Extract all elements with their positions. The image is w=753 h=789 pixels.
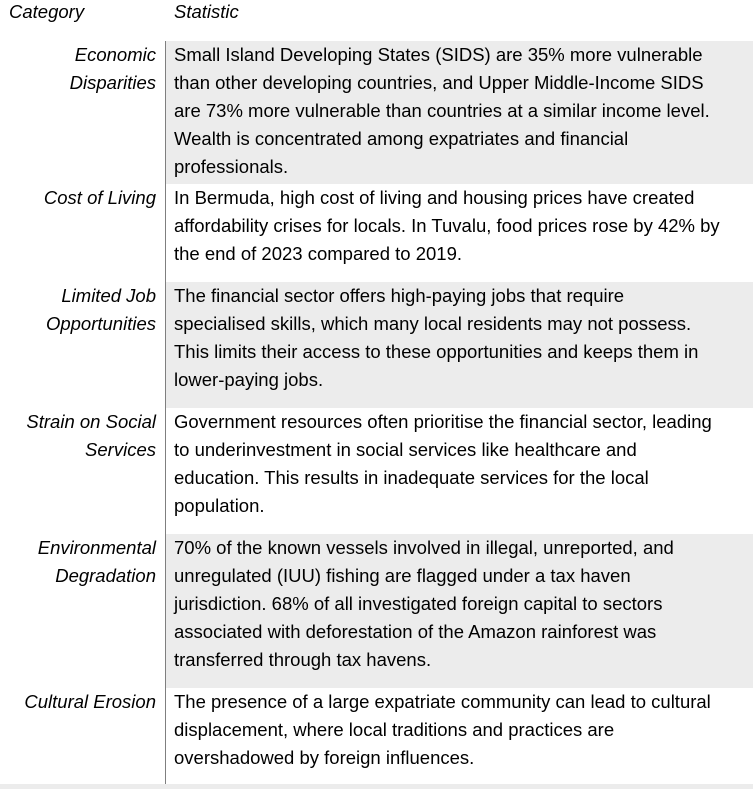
- table-row: [0, 30, 753, 184]
- header-statistic: Statistic: [174, 1, 239, 22]
- row-statistic: Government resources often prioritise the financial sector, leading to underinvestment in social services like healthcare and education. This results in inadequate services for the local population.: [174, 411, 712, 516]
- table-row: [0, 282, 753, 408]
- row-category: Cultural Erosion: [24, 691, 156, 712]
- row-category: Economic Disparities: [69, 44, 156, 93]
- table-row: [0, 688, 753, 786]
- row-statistic: In Bermuda, high cost of living and housing prices have created affordability crises for locals. In Tuvalu, food prices rose by 42% by the end of 2023 compared to 2019.: [174, 187, 720, 264]
- table-row: [0, 408, 753, 534]
- row-category: Environmental Degradation: [37, 537, 156, 586]
- row-statistic: Small Island Developing States (SIDS) are 35% more vulnerable than other developing countries, and Upper Middle-Income SIDS are 73% more vulnerable than countries at a similar income level. Wealth is concentrated among expatriates and financial professionals.: [166, 41, 753, 184]
- row-category: Cost of Living: [43, 187, 156, 208]
- table-row: [0, 184, 753, 282]
- table-header: [0, 0, 753, 30]
- header-category: Category: [9, 1, 85, 22]
- table-row: [0, 534, 753, 688]
- row-category: Strain on Social Services: [26, 411, 156, 460]
- row-category: Limited Job Opportunities: [45, 285, 156, 334]
- row-statistic: The presence of a large expatriate community can lead to cultural displacement, where local traditions and practices are overshadowed by foreign influences.: [174, 691, 711, 768]
- row-statistic: 70% of the known vessels involved in illegal, unreported, and unregulated (IUU) fishing are flagged under a tax haven jurisdiction. 68% of all investigated foreign capital to sectors associated with deforestation of the Amazon rainforest was transferred through tax havens.: [166, 534, 753, 688]
- row-statistic: The financial sector offers high-paying jobs that require specialised skills, which many local residents may not possess. This limits their access to these opportunities and keeps them in lower-paying jobs.: [166, 282, 753, 408]
- table-bottom-band: [0, 784, 753, 789]
